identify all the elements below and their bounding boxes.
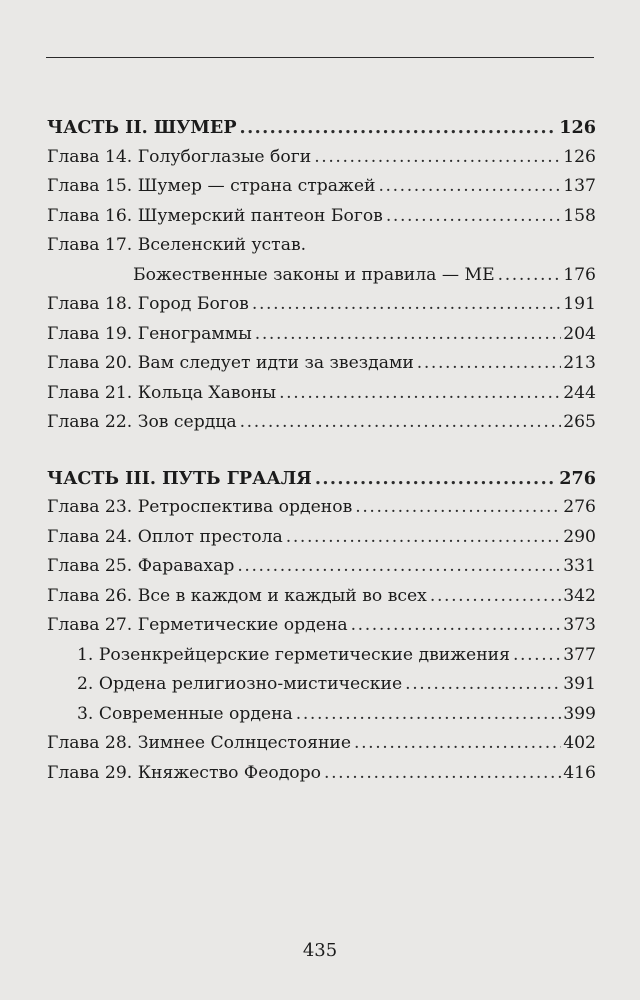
- entry-page: 158: [563, 205, 596, 226]
- dot-leader: [240, 113, 558, 143]
- dot-leader: [286, 523, 561, 553]
- entry-title: Глава 28. Зимнее Солнцестояние: [47, 733, 352, 753]
- entry-title: Глава 25. Фаравахар: [47, 556, 235, 576]
- entry-page: 265: [563, 412, 596, 432]
- entry-title: Глава 14. Голубоглазые боги: [47, 146, 312, 167]
- entry-title: Глава 16. Шумерский пантеон Богов: [47, 205, 383, 226]
- toc-entry: [47, 582, 596, 612]
- toc-entry: [47, 611, 596, 641]
- entry-title: Глава 17. Вселенский устав.: [47, 235, 307, 255]
- dot-leader: [513, 641, 561, 671]
- toc-entry: [47, 379, 596, 409]
- entry-page: 213: [563, 353, 596, 373]
- part-title: ЧАСТЬ II. ШУМЕР: [47, 117, 237, 138]
- toc-entry: [47, 143, 596, 173]
- entry-title: Глава 29. Княжество Феодоро: [47, 762, 322, 783]
- dot-leader: [314, 143, 561, 173]
- toc-entry: [47, 408, 596, 438]
- entry-page: 391: [563, 674, 596, 694]
- top-rule: [46, 57, 594, 58]
- dot-leader: [252, 290, 561, 320]
- dot-leader: [237, 552, 561, 582]
- entry-title: Глава 15. Шумер — страна стражей: [47, 176, 376, 196]
- toc-entry-continuation: [47, 261, 596, 291]
- toc-entry: [47, 759, 596, 789]
- entry-page: 331: [563, 556, 596, 576]
- dot-leader: [324, 759, 561, 789]
- dot-leader: [430, 582, 561, 612]
- toc-entry: [47, 202, 596, 232]
- toc-entry: [47, 349, 596, 379]
- dot-leader: [378, 172, 561, 202]
- entry-title: Глава 23. Ретроспектива орденов: [47, 497, 353, 517]
- toc-entry: [47, 320, 596, 350]
- toc-part-heading: [47, 464, 596, 494]
- entry-page: 137: [563, 176, 596, 196]
- entry-title: Божественные законы и правила — МЕ: [133, 264, 495, 285]
- dot-leader: [279, 379, 561, 409]
- toc-subentry: [47, 700, 596, 730]
- toc-entry: [47, 231, 596, 261]
- entry-title: Глава 26. Все в каждом и каждый во всех: [47, 585, 427, 606]
- entry-page: 276: [563, 497, 596, 517]
- entry-page: 290: [563, 526, 596, 547]
- page-number: 435: [302, 940, 338, 961]
- dot-leader: [417, 349, 561, 379]
- toc-entry: [47, 172, 596, 202]
- dot-leader: [354, 729, 561, 759]
- entry-title: Глава 24. Оплот престола: [47, 526, 283, 547]
- dot-leader: [240, 408, 562, 438]
- part-title: ЧАСТЬ III. ПУТЬ ГРААЛЯ: [47, 467, 312, 489]
- entry-title: 1. Розенкрейцерские герметические движения: [77, 644, 510, 665]
- entry-page: 176: [563, 264, 596, 285]
- toc-entry: [47, 729, 596, 759]
- entry-title: Глава 19. Генограммы: [47, 323, 252, 344]
- part-page: 276: [559, 467, 596, 489]
- dot-leader: [351, 611, 562, 641]
- toc-subentry: [47, 670, 596, 700]
- entry-page: 402: [563, 733, 596, 753]
- entry-page: 204: [563, 323, 596, 344]
- entry-title: Глава 21. Кольца Хавоны: [47, 382, 277, 403]
- section-gap: [47, 438, 596, 464]
- dot-leader: [296, 700, 561, 730]
- toc-entry: [47, 523, 596, 553]
- entry-page: 377: [563, 644, 596, 665]
- dot-leader: [355, 493, 561, 523]
- entry-page: 126: [563, 146, 596, 167]
- entry-title: 3. Современные ордена: [77, 703, 293, 724]
- entry-title: Глава 27. Герметические ордена: [47, 615, 348, 635]
- entry-title: Глава 18. Город Богов: [47, 294, 249, 314]
- toc-entry: [47, 290, 596, 320]
- dot-leader: [498, 261, 562, 291]
- entry-page: 373: [563, 615, 596, 635]
- table-of-contents: [47, 113, 596, 788]
- toc-part-heading: [47, 113, 596, 143]
- dot-leader: [315, 464, 557, 494]
- entry-page: 191: [563, 294, 596, 314]
- dot-leader: [386, 202, 561, 232]
- part-page: 126: [559, 117, 596, 138]
- toc-entry: [47, 493, 596, 523]
- entry-page: 416: [563, 762, 596, 783]
- dot-leader: [255, 320, 561, 350]
- entry-title: Глава 22. Зов сердца: [47, 412, 237, 432]
- toc-entry: [47, 552, 596, 582]
- toc-subentry: [47, 641, 596, 671]
- entry-page: 244: [563, 382, 596, 403]
- entry-title: 2. Ордена религиозно-мистические: [77, 674, 403, 694]
- entry-title: Глава 20. Вам следует идти за звездами: [47, 353, 414, 373]
- dot-leader: [405, 670, 561, 700]
- entry-page: 399: [563, 703, 596, 724]
- entry-page: 342: [563, 585, 596, 606]
